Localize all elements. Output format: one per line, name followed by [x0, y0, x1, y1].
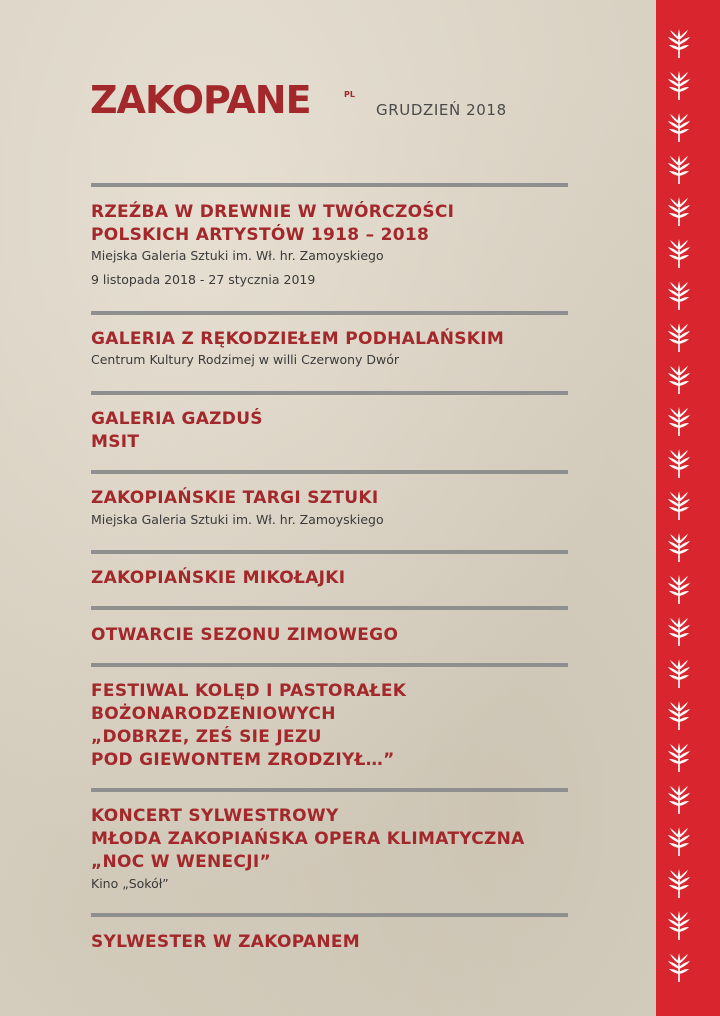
event-title: SYLWESTER W ZAKOPANEM: [91, 932, 361, 952]
thistle-ornament-icon: [667, 952, 691, 984]
thistle-ornament-icon: [667, 700, 691, 732]
event-venue: Kino „Sokół”: [91, 876, 169, 891]
divider: [91, 606, 568, 610]
thistle-ornament-icon: [667, 826, 691, 858]
thistle-ornament-icon: [667, 112, 691, 144]
thistle-ornament-icon: [667, 532, 691, 564]
divider: [91, 663, 568, 667]
event-title: RZEŹBA W DREWNIE W TWÓRCZOŚCI: [91, 202, 455, 222]
event-venue: Miejska Galeria Sztuki im. Wł. hr. Zamoyskiego: [91, 248, 384, 263]
thistle-ornament-icon: [667, 196, 691, 228]
event-title: ZAKOPIAŃSKIE MIKOŁAJKI: [91, 568, 346, 588]
event-title: BOŻONARODZENIOWYCH: [91, 704, 336, 724]
thistle-ornament-icon: [667, 154, 691, 186]
thistle-ornament-icon: [667, 364, 691, 396]
thistle-ornament-icon: [667, 742, 691, 774]
thistle-ornament-icon: [667, 238, 691, 270]
event-title: POLSKICH ARTYSTÓW 1918 – 2018: [91, 225, 430, 245]
logo-suffix: PL: [344, 90, 355, 99]
brand-header: [90, 78, 355, 122]
event-dates: 9 listopada 2018 - 27 stycznia 2019: [91, 272, 316, 287]
event-venue: Miejska Galeria Sztuki im. Wł. hr. Zamoyskiego: [91, 512, 384, 527]
thistle-ornament-icon: [667, 784, 691, 816]
event-title: MSIT: [91, 432, 140, 452]
event-title: GALERIA Z RĘKODZIEŁEM PODHALAŃSKIM: [91, 329, 505, 349]
divider: [91, 913, 568, 917]
zakopane-logo: ZAKOPANE: [90, 78, 311, 122]
event-title: „DOBRZE, ZEŚ SIE JEZU: [91, 727, 322, 747]
thistle-ornament-icon: [667, 868, 691, 900]
event-title: MŁODA ZAKOPIAŃSKA OPERA KLIMATYCZNA: [91, 829, 525, 849]
thistle-ornament-icon: [667, 322, 691, 354]
divider: [91, 470, 568, 474]
thistle-ornament-icon: [667, 28, 691, 60]
thistle-ornament-icon: [667, 910, 691, 942]
thistle-ornament-icon: [667, 658, 691, 690]
issue-date: GRUDZIEŃ 2018: [376, 101, 507, 119]
divider: [91, 391, 568, 395]
decorative-side-band: [656, 0, 720, 1016]
thistle-ornament-icon: [667, 70, 691, 102]
thistle-ornament-icon: [667, 280, 691, 312]
thistle-ornament-icon: [667, 448, 691, 480]
event-title: FESTIWAL KOLĘD I PASTORAŁEK: [91, 681, 407, 701]
event-title: OTWARCIE SEZONU ZIMOWEGO: [91, 625, 399, 645]
event-title: GALERIA GAZDUŚ: [91, 409, 263, 429]
divider: [91, 311, 568, 315]
thistle-ornament-icon: [667, 616, 691, 648]
event-venue: Centrum Kultury Rodzimej w willi Czerwony Dwór: [91, 352, 400, 367]
event-title: „NOC W WENECJI”: [91, 852, 271, 872]
divider: [91, 183, 568, 187]
divider: [91, 788, 568, 792]
thistle-ornament-icon: [667, 406, 691, 438]
thistle-ornament-icon: [667, 574, 691, 606]
event-title: ZAKOPIAŃSKIE TARGI SZTUKI: [91, 488, 379, 508]
event-title: KONCERT SYLWESTROWY: [91, 806, 339, 826]
event-title: POD GIEWONTEM ZRODZIYŁ…”: [91, 750, 395, 770]
thistle-ornament-icon: [667, 490, 691, 522]
divider: [91, 550, 568, 554]
